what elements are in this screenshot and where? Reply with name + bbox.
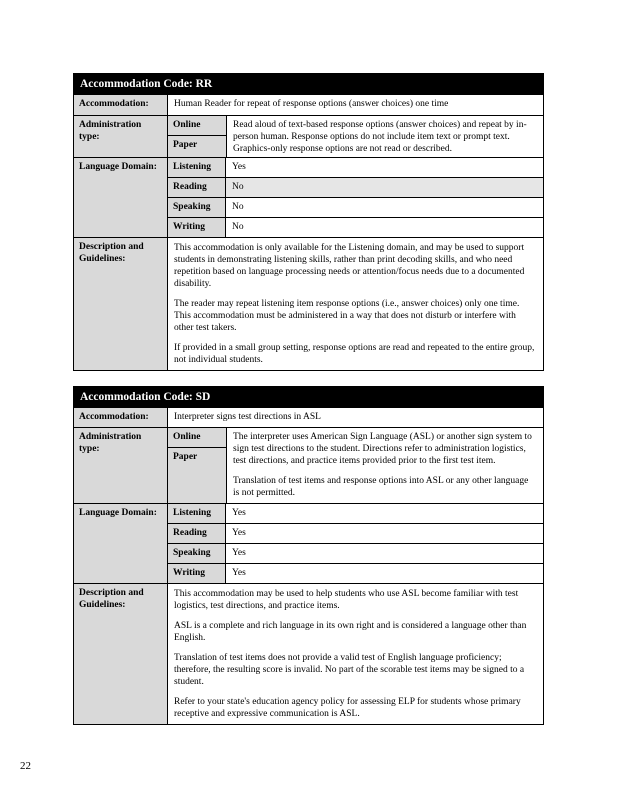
description-paragraph: Translation of test items does not provide a valid test of English language proficiency; therefore, the resulting score is invalid. No part of the scorable test items may be signed to a student.: [174, 653, 525, 687]
domain-writing: Writing: [168, 564, 226, 583]
accommodation-label: Accommodation:: [74, 95, 168, 115]
administration-type-label: Administration type:: [74, 428, 168, 503]
description-label: Description and Guidelines:: [74, 584, 168, 724]
domain-reading: Reading: [168, 178, 226, 197]
description-label: Description and Guidelines:: [74, 238, 168, 370]
description-text: [168, 238, 543, 370]
domain-listening: Listening: [168, 158, 226, 177]
description-paragraph: This accommodation may be used to help students who use ASL become familiar with test logistics, test directions, and practice items.: [174, 589, 519, 611]
domain-writing-value: No: [232, 222, 244, 232]
admin-paper-label: Paper: [168, 447, 226, 503]
admin-description: [227, 428, 543, 503]
accommodation-label: Accommodation:: [74, 408, 168, 427]
admin-online-label: Online: [168, 116, 226, 135]
description-paragraph: ASL is a complete and rich language in its own right and is considered a language other than English.: [174, 621, 527, 643]
domain-listening-value: Yes: [232, 508, 246, 518]
accommodation-value: Interpreter signs test directions in ASL: [174, 412, 321, 422]
description-paragraph: The reader may repeat listening item response options (i.e., answer choices) only one time. This accommodation must be administered in a way that does not disturb or interfere with other test takers.: [174, 299, 520, 333]
description-text: [168, 584, 543, 724]
accommodation-value: Human Reader for repeat of response options (answer choices) one time: [174, 99, 449, 109]
accommodation-table-sd: [73, 386, 544, 725]
language-domain-label: Language Domain:: [74, 504, 168, 583]
page-number: 22: [20, 760, 31, 772]
domain-writing-value: Yes: [232, 568, 246, 578]
description-paragraph: Refer to your state's education agency policy for assessing ELP for students whose primary receptive and expressive communication is ASL.: [174, 697, 521, 719]
domain-speaking: Speaking: [168, 544, 226, 563]
domain-speaking-value: No: [232, 202, 244, 212]
domain-speaking-value: Yes: [232, 548, 246, 558]
admin-paragraph: Translation of test items and response options into ASL or any other language is not permitted.: [233, 476, 529, 498]
admin-paper-label: Paper: [168, 135, 226, 157]
language-domain-label: Language Domain:: [74, 158, 168, 237]
domain-listening-value: Yes: [232, 162, 246, 172]
description-paragraph: This accommodation is only available for the Listening domain, and may be used to support students in demonstrating listening skills, rather than print decoding skills, and who need repetition based on language processing needs or attention/focus needs due to a documented disability.: [174, 243, 525, 289]
admin-online-label: Online: [168, 428, 226, 447]
domain-reading-value: Yes: [232, 528, 246, 538]
domain-listening: Listening: [168, 504, 226, 523]
domain-writing: Writing: [168, 218, 226, 237]
domain-reading: Reading: [168, 524, 226, 543]
admin-paragraph: Read aloud of text-based response options (answer choices) and repeat by in-person human. Response options do not include item text or prompt text. Graphics-only response options are not read or described.: [233, 120, 527, 154]
domain-speaking: Speaking: [168, 198, 226, 217]
table-header: Accommodation Code: RR: [74, 74, 543, 94]
description-paragraph: If provided in a small group setting, response options are read and repeated to the entire group, not individual students.: [174, 343, 535, 365]
admin-paragraph: The interpreter uses American Sign Language (ASL) or another sign system to sign test directions to the student. Directions refer to administration logistics, test directions, and practice items provided prior to the first test item.: [233, 432, 532, 466]
table-header: Accommodation Code: SD: [74, 387, 543, 407]
administration-type-label: Administration type:: [74, 116, 168, 157]
domain-reading-value: No: [226, 178, 543, 197]
accommodation-table-rr: [73, 73, 544, 371]
admin-description: [227, 116, 543, 157]
